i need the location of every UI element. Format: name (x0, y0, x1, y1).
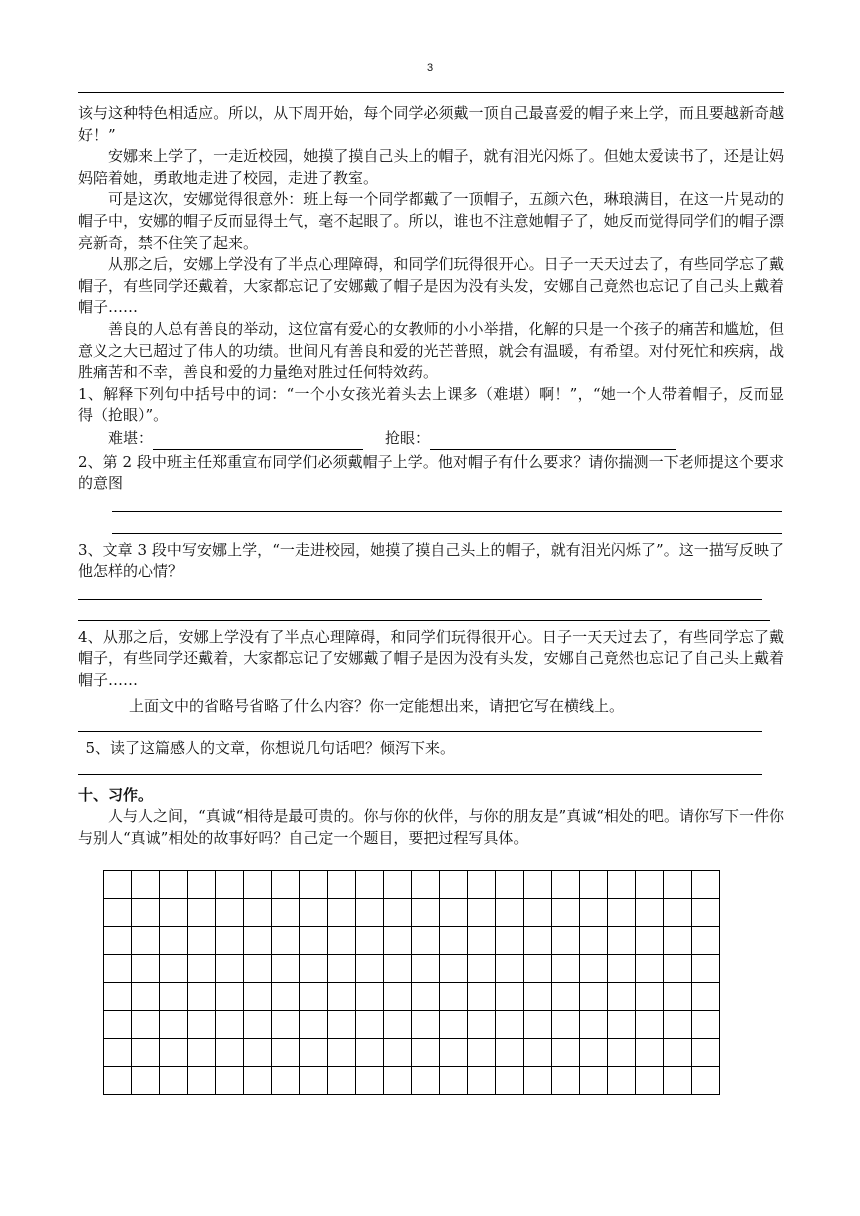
grid-cell[interactable] (328, 1011, 356, 1039)
grid-cell[interactable] (580, 1067, 608, 1095)
grid-cell[interactable] (496, 1011, 524, 1039)
grid-row (104, 927, 720, 955)
grid-cell[interactable] (692, 955, 720, 983)
grid-cell[interactable] (104, 983, 132, 1011)
grid-cell[interactable] (104, 871, 132, 899)
grid-cell[interactable] (216, 1067, 244, 1095)
grid-cell[interactable] (412, 871, 440, 899)
grid-cell[interactable] (132, 927, 160, 955)
grid-cell[interactable] (356, 983, 384, 1011)
grid-cell[interactable] (412, 927, 440, 955)
grid-cell[interactable] (384, 899, 412, 927)
grid-cell[interactable] (440, 1067, 468, 1095)
grid-cell[interactable] (440, 927, 468, 955)
question-5: 5、读了这篇感人的文章，你想说几句话吧？倾泻下来。 (85, 739, 456, 758)
question-1-label-b: 抢眼： (385, 428, 431, 447)
grid-cell[interactable] (104, 1011, 132, 1039)
grid-cell[interactable] (244, 1039, 272, 1067)
grid-cell[interactable] (664, 871, 692, 899)
grid-cell[interactable] (552, 871, 580, 899)
grid-row (104, 899, 720, 927)
grid-cell[interactable] (552, 1011, 580, 1039)
grid-cell[interactable] (216, 1039, 244, 1067)
grid-cell[interactable] (132, 1067, 160, 1095)
question-5-answer-line[interactable] (78, 774, 762, 775)
grid-cell[interactable] (328, 871, 356, 899)
grid-cell[interactable] (132, 955, 160, 983)
grid-cell[interactable] (188, 1011, 216, 1039)
grid-cell[interactable] (496, 927, 524, 955)
grid-cell[interactable] (524, 927, 552, 955)
grid-cell[interactable] (272, 1067, 300, 1095)
grid-cell[interactable] (664, 899, 692, 927)
grid-cell[interactable] (356, 1011, 384, 1039)
grid-cell[interactable] (132, 899, 160, 927)
grid-cell[interactable] (692, 1067, 720, 1095)
grid-cell[interactable] (636, 899, 664, 927)
grid-cell[interactable] (216, 927, 244, 955)
grid-cell[interactable] (160, 871, 188, 899)
grid-cell[interactable] (440, 955, 468, 983)
grid-cell[interactable] (608, 1067, 636, 1095)
grid-cell[interactable] (160, 1039, 188, 1067)
grid-cell[interactable] (412, 1067, 440, 1095)
grid-cell[interactable] (160, 927, 188, 955)
grid-cell[interactable] (496, 955, 524, 983)
grid-cell[interactable] (496, 1067, 524, 1095)
grid-cell[interactable] (412, 1011, 440, 1039)
grid-cell[interactable] (300, 1011, 328, 1039)
grid-cell[interactable] (300, 955, 328, 983)
grid-cell[interactable] (524, 1011, 552, 1039)
composition-prompt: 人与人之间，“真诚“相待是最可贵的。你与你的伙伴，与你的朋友是”真诚“相处的吧。请你写下一件你与别人“真诚”相处的故事好吗？自己定一个题目，要把过程写具体。 (78, 807, 784, 848)
grid-cell[interactable] (692, 871, 720, 899)
grid-cell[interactable] (216, 871, 244, 899)
question-2-answer-line-2[interactable] (112, 533, 782, 534)
grid-cell[interactable] (552, 955, 580, 983)
grid-cell[interactable] (692, 927, 720, 955)
grid-cell[interactable] (580, 1039, 608, 1067)
header-rule (78, 92, 784, 93)
grid-cell[interactable] (272, 1011, 300, 1039)
grid-cell[interactable] (440, 983, 468, 1011)
grid-cell[interactable] (104, 1039, 132, 1067)
grid-cell[interactable] (636, 1067, 664, 1095)
passage-paragraph-4: 从那之后，安娜上学没有了半点心理障碍，和同学们玩得很开心。日子一天天过去了，有些同学忘了戴帽子，有些同学还戴着，大家都忘记了安娜戴了帽子是因为没有头发，安娜自己竟然也忘记了自己头上戴着帽子…… (78, 255, 784, 317)
grid-cell[interactable] (160, 955, 188, 983)
answer-blank-nankan[interactable] (153, 433, 363, 450)
grid-cell[interactable] (468, 1011, 496, 1039)
grid-cell[interactable] (244, 1011, 272, 1039)
grid-cell[interactable] (216, 955, 244, 983)
grid-cell[interactable] (384, 955, 412, 983)
grid-cell[interactable] (412, 955, 440, 983)
grid-cell[interactable] (244, 899, 272, 927)
question-1-answer-row (78, 428, 784, 450)
grid-cell[interactable] (104, 1067, 132, 1095)
page-content (78, 103, 784, 850)
grid-cell[interactable] (692, 983, 720, 1011)
grid-cell[interactable] (384, 1011, 412, 1039)
grid-cell[interactable] (356, 871, 384, 899)
writing-grid-table[interactable] (103, 870, 720, 1095)
grid-cell[interactable] (328, 955, 356, 983)
grid-cell[interactable] (496, 1039, 524, 1067)
grid-cell[interactable] (412, 899, 440, 927)
question-3-answer-line-2[interactable] (78, 620, 770, 621)
grid-cell[interactable] (384, 1067, 412, 1095)
grid-cell[interactable] (636, 871, 664, 899)
grid-cell[interactable] (468, 927, 496, 955)
grid-cell[interactable] (188, 983, 216, 1011)
grid-cell[interactable] (188, 927, 216, 955)
grid-cell[interactable] (356, 899, 384, 927)
grid-cell[interactable] (300, 983, 328, 1011)
grid-cell[interactable] (552, 899, 580, 927)
grid-cell[interactable] (524, 983, 552, 1011)
grid-cell[interactable] (104, 927, 132, 955)
passage-paragraph-3: 可是这次，安娜觉得很意外：班上每一个同学都戴了一顶帽子，五颜六色，琳琅满目，在这一片晃动的帽子中，安娜的帽子反而显得土气，毫不起眼了。所以，谁也不注意她帽子了，她反而觉得同学们的帽子漂亮新奇，禁不住笑了起来。 (78, 190, 784, 252)
grid-cell[interactable] (356, 1039, 384, 1067)
grid-cell[interactable] (468, 1039, 496, 1067)
grid-cell[interactable] (384, 1039, 412, 1067)
grid-cell[interactable] (272, 871, 300, 899)
grid-cell[interactable] (132, 983, 160, 1011)
grid-cell[interactable] (160, 1067, 188, 1095)
grid-cell[interactable] (580, 927, 608, 955)
grid-cell[interactable] (524, 871, 552, 899)
grid-cell[interactable] (160, 983, 188, 1011)
grid-cell[interactable] (188, 955, 216, 983)
grid-cell[interactable] (216, 899, 244, 927)
grid-cell[interactable] (468, 983, 496, 1011)
grid-cell[interactable] (524, 955, 552, 983)
grid-cell[interactable] (664, 1039, 692, 1067)
grid-cell[interactable] (468, 1067, 496, 1095)
grid-cell[interactable] (384, 871, 412, 899)
grid-row (104, 1039, 720, 1067)
grid-cell[interactable] (608, 1039, 636, 1067)
grid-cell[interactable] (440, 1039, 468, 1067)
grid-cell[interactable] (188, 899, 216, 927)
grid-cell[interactable] (692, 899, 720, 927)
grid-cell[interactable] (216, 983, 244, 1011)
grid-cell[interactable] (300, 871, 328, 899)
grid-cell[interactable] (328, 1067, 356, 1095)
grid-cell[interactable] (664, 955, 692, 983)
grid-cell[interactable] (524, 1039, 552, 1067)
grid-row (104, 983, 720, 1011)
grid-cell[interactable] (636, 983, 664, 1011)
grid-cell[interactable] (580, 899, 608, 927)
grid-cell[interactable] (524, 1067, 552, 1095)
grid-cell[interactable] (692, 1039, 720, 1067)
grid-cell[interactable] (132, 1039, 160, 1067)
grid-cell[interactable] (160, 899, 188, 927)
grid-cell[interactable] (496, 871, 524, 899)
grid-cell[interactable] (636, 1039, 664, 1067)
grid-cell[interactable] (636, 1011, 664, 1039)
grid-cell[interactable] (468, 955, 496, 983)
grid-cell[interactable] (244, 983, 272, 1011)
grid-cell[interactable] (664, 983, 692, 1011)
composition-title: 十、习作。 (78, 785, 154, 804)
grid-cell[interactable] (356, 955, 384, 983)
grid-cell[interactable] (188, 871, 216, 899)
grid-cell[interactable] (300, 1067, 328, 1095)
grid-cell[interactable] (160, 1011, 188, 1039)
grid-row (104, 871, 720, 899)
grid-cell[interactable] (328, 1039, 356, 1067)
grid-cell[interactable] (412, 983, 440, 1011)
writing-grid[interactable] (103, 870, 720, 1095)
grid-cell[interactable] (216, 1011, 244, 1039)
grid-cell[interactable] (608, 899, 636, 927)
grid-cell[interactable] (384, 927, 412, 955)
grid-cell[interactable] (132, 871, 160, 899)
grid-cell[interactable] (244, 927, 272, 955)
grid-cell[interactable] (580, 983, 608, 1011)
passage-paragraph-1: 该与这种特色相适应。所以，从下周开始，每个同学必须戴一顶自己最喜爱的帽子来上学，而且要越新奇越好！” (78, 104, 784, 144)
grid-row (104, 1011, 720, 1039)
grid-cell[interactable] (608, 927, 636, 955)
grid-cell[interactable] (664, 1067, 692, 1095)
grid-cell[interactable] (132, 1011, 160, 1039)
grid-cell[interactable] (272, 1039, 300, 1067)
answer-blank-qiangyan[interactable] (430, 433, 676, 450)
grid-row (104, 1067, 720, 1095)
grid-cell[interactable] (580, 955, 608, 983)
grid-cell[interactable] (440, 899, 468, 927)
grid-cell[interactable] (104, 899, 132, 927)
grid-row (104, 955, 720, 983)
grid-cell[interactable] (440, 1011, 468, 1039)
grid-cell[interactable] (384, 983, 412, 1011)
grid-cell[interactable] (244, 871, 272, 899)
grid-cell[interactable] (188, 1039, 216, 1067)
grid-cell[interactable] (692, 1011, 720, 1039)
grid-cell[interactable] (300, 1039, 328, 1067)
grid-cell[interactable] (608, 871, 636, 899)
grid-cell[interactable] (272, 927, 300, 955)
grid-cell[interactable] (580, 1011, 608, 1039)
grid-cell[interactable] (272, 899, 300, 927)
grid-cell[interactable] (552, 927, 580, 955)
grid-cell[interactable] (300, 899, 328, 927)
page-number: 3 (426, 62, 434, 74)
grid-cell[interactable] (104, 955, 132, 983)
grid-cell[interactable] (664, 927, 692, 955)
passage-paragraph-2: 安娜来上学了，一走近校园，她摸了摸自己头上的帽子，就有泪光闪烁了。但她太爱读书了，还是让妈妈陪着她，勇敢地走进了校园，走进了教室。 (78, 147, 784, 187)
question-3: 3、文章 3 段中写安娜上学，“一走进校园，她摸了摸自己头上的帽子，就有泪光闪烁了”。这一描写反映了他怎样的心情？ (78, 540, 784, 581)
question-3-answer-line-1[interactable] (78, 599, 762, 600)
grid-cell[interactable] (412, 1039, 440, 1067)
grid-cell[interactable] (188, 1067, 216, 1095)
grid-cell[interactable] (244, 1067, 272, 1095)
grid-cell[interactable] (244, 955, 272, 983)
grid-cell[interactable] (468, 871, 496, 899)
question-2: 2、第 2 段中班主任郑重宣布同学们必须戴帽子上学。他对帽子有什么要求？请你揣测一下老师提这个要求的意图 (78, 452, 784, 493)
grid-cell[interactable] (272, 955, 300, 983)
grid-cell[interactable] (664, 1011, 692, 1039)
grid-cell[interactable] (272, 983, 300, 1011)
grid-cell[interactable] (328, 927, 356, 955)
grid-cell[interactable] (580, 871, 608, 899)
grid-cell[interactable] (552, 1039, 580, 1067)
grid-cell[interactable] (328, 899, 356, 927)
grid-cell[interactable] (356, 1067, 384, 1095)
question-2-answer-line-1[interactable] (112, 511, 782, 512)
question-4-prompt: 上面文中的省略号省略了什么内容？你一定能想出来，请把它写在横线上。 (129, 696, 625, 715)
grid-cell[interactable] (496, 899, 524, 927)
question-4: 4、从那之后，安娜上学没有了半点心理障碍，和同学们玩得很开心。日子一天天过去了，有些同学忘了戴帽子，有些同学还戴着，大家都忘记了安娜戴了帽子是因为没有头发，安娜自己竟然也忘记了自己头上戴着帽子…… (78, 627, 784, 690)
grid-cell[interactable] (440, 871, 468, 899)
question-1-label-a: 难堪： (108, 428, 154, 447)
grid-cell[interactable] (496, 983, 524, 1011)
grid-cell[interactable] (300, 927, 328, 955)
grid-cell[interactable] (608, 955, 636, 983)
grid-cell[interactable] (524, 899, 552, 927)
passage-paragraph-5: 善良的人总有善良的举动，这位富有爱心的女教师的小小举措，化解的只是一个孩子的痛苦和尴尬，但意义之大已超过了伟人的功绩。世间凡有善良和爱的光芒普照，就会有温暖，有希望。对付死忙和疾病，战胜痛苦和不幸，善良和爱的力量绝对胜过任何特效药。 (78, 319, 784, 382)
question-4-answer-line[interactable] (78, 731, 762, 732)
grid-cell[interactable] (608, 983, 636, 1011)
grid-cell[interactable] (552, 983, 580, 1011)
question-1: 1、解释下列句中括号中的词：“一个小女孩光着头去上课多（难堪）啊！”，“她一个人带着帽子，反而显得（抢眼）”。 (78, 384, 784, 425)
grid-cell[interactable] (636, 955, 664, 983)
grid-cell[interactable] (608, 1011, 636, 1039)
grid-cell[interactable] (552, 1067, 580, 1095)
grid-cell[interactable] (356, 927, 384, 955)
grid-cell[interactable] (328, 983, 356, 1011)
grid-cell[interactable] (468, 899, 496, 927)
grid-cell[interactable] (636, 927, 664, 955)
